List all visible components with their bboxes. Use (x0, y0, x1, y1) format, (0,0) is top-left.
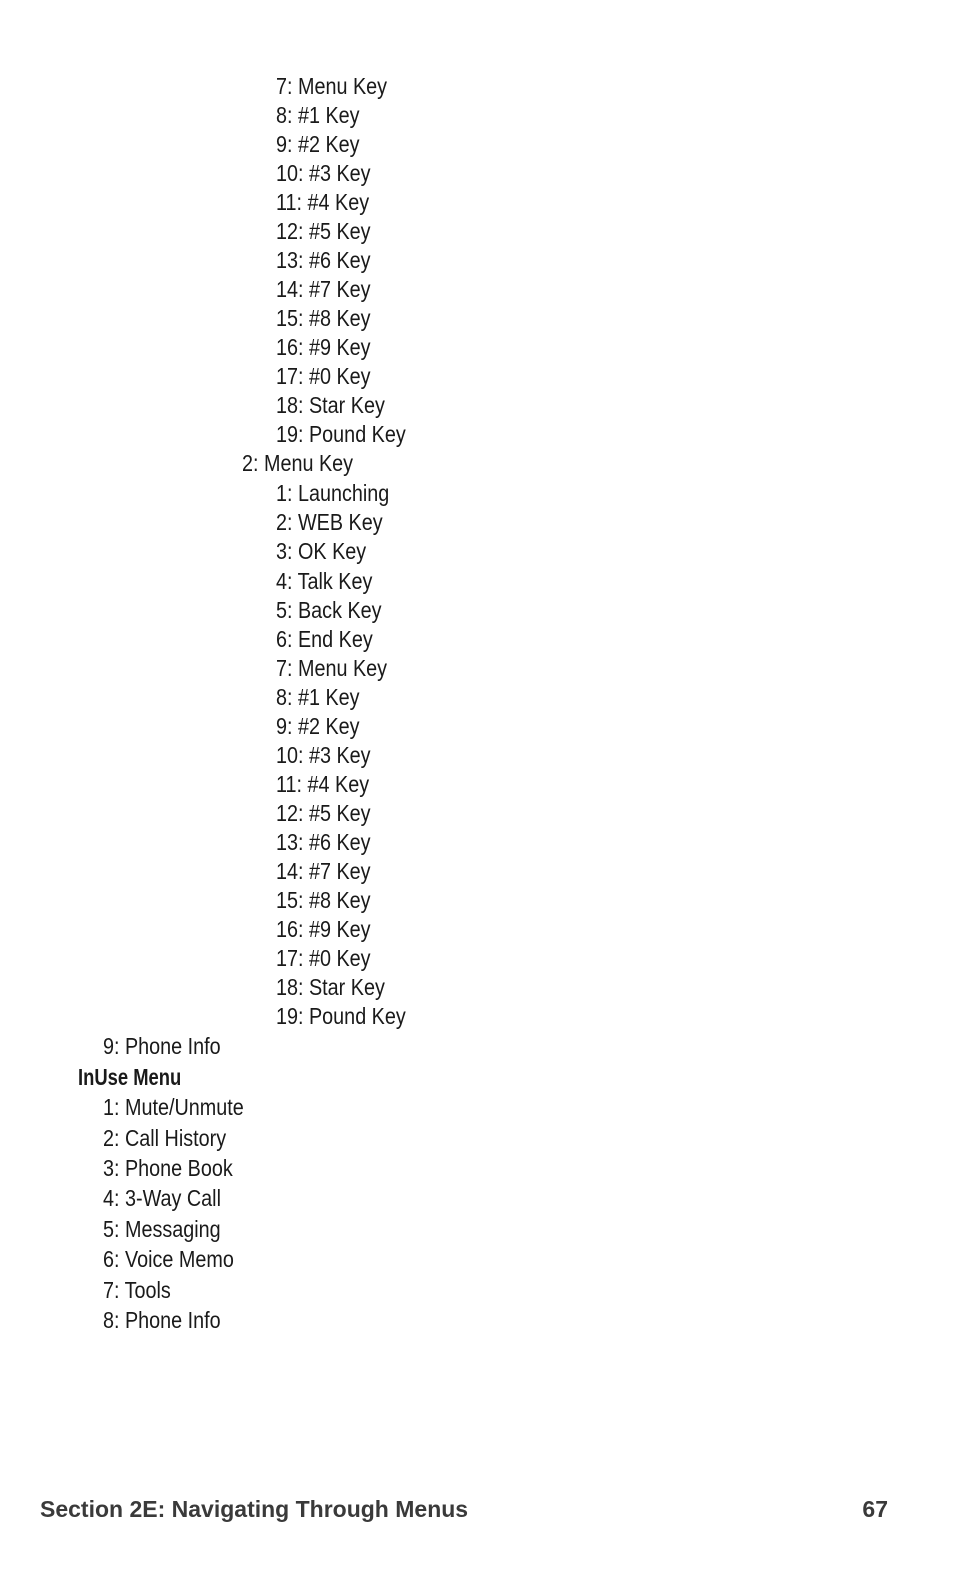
list-item: 5: Back Key (276, 597, 382, 623)
list-item: 7: Menu Key (276, 655, 388, 681)
list-item: 10: #3 Key (276, 742, 371, 768)
list-item: 2: WEB Key (276, 509, 383, 535)
list-item: 12: #5 Key (276, 218, 371, 244)
list-item: 17: #0 Key (276, 945, 371, 971)
list-item: 18: Star Key (276, 392, 385, 418)
list-item: 11: #4 Key (276, 189, 370, 215)
list-item: 9: #2 Key (276, 713, 360, 739)
list-item: 7: Tools (103, 1277, 171, 1303)
list-item: 1: Launching (276, 480, 390, 506)
list-item: 14: #7 Key (276, 276, 371, 302)
phone-info-item: 9: Phone Info (103, 1033, 221, 1059)
list-item: 8: #1 Key (276, 102, 360, 128)
list-item: 14: #7 Key (276, 858, 371, 884)
list-item: 13: #6 Key (276, 829, 371, 855)
inuse-menu-heading: InUse Menu (78, 1064, 182, 1090)
menu-key-heading: 2: Menu Key (242, 450, 354, 476)
list-item: 4: 3-Way Call (103, 1185, 221, 1211)
list-item: 12: #5 Key (276, 800, 371, 826)
list-item: 16: #9 Key (276, 916, 371, 942)
list-item: 3: OK Key (276, 538, 367, 564)
list-item: 15: #8 Key (276, 887, 371, 913)
list-item: 9: #2 Key (276, 131, 360, 157)
list-item: 19: Pound Key (276, 421, 406, 447)
list-item: 17: #0 Key (276, 363, 371, 389)
list-item: 3: Phone Book (103, 1155, 233, 1181)
list-item: 10: #3 Key (276, 160, 371, 186)
list-item: 4: Talk Key (276, 568, 373, 594)
list-item: 15: #8 Key (276, 305, 371, 331)
list-item: 5: Messaging (103, 1216, 221, 1242)
list-item: 11: #4 Key (276, 771, 370, 797)
list-item: 2: Call History (103, 1125, 227, 1151)
list-item: 13: #6 Key (276, 247, 371, 273)
list-item: 8: Phone Info (103, 1307, 221, 1333)
list-item: 1: Mute/Unmute (103, 1094, 244, 1120)
list-item: 8: #1 Key (276, 684, 360, 710)
list-item: 6: Voice Memo (103, 1246, 234, 1272)
page-number: 67 (862, 1496, 888, 1522)
list-item: 18: Star Key (276, 974, 385, 1000)
list-item: 19: Pound Key (276, 1003, 406, 1029)
footer-section-title: Section 2E: Navigating Through Menus (40, 1496, 469, 1522)
list-item: 7: Menu Key (276, 73, 388, 99)
list-item: 6: End Key (276, 626, 373, 652)
list-item: 16: #9 Key (276, 334, 371, 360)
